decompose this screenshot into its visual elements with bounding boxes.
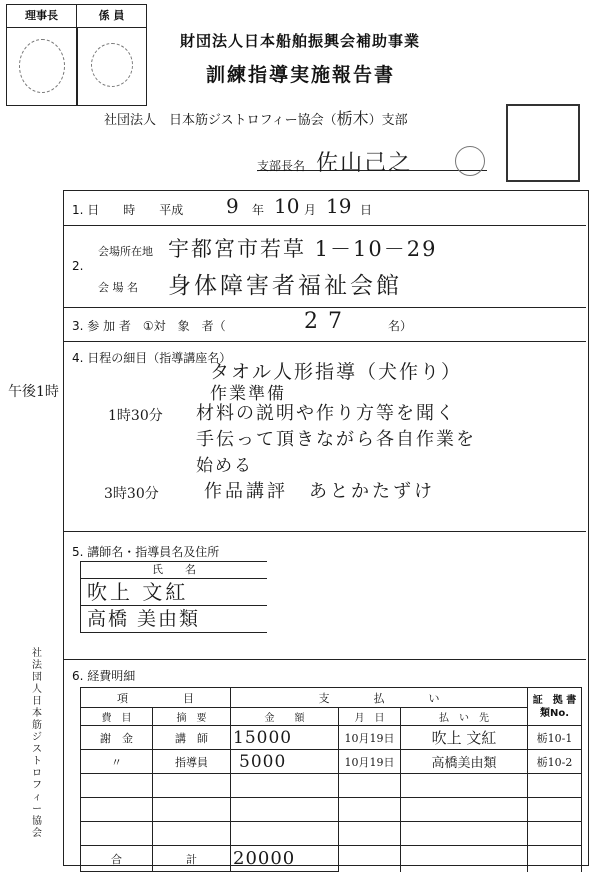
name-column-header: 氏 名 xyxy=(81,562,267,579)
subheader-cell: 払 い 先 xyxy=(401,708,528,726)
expense-total-row xyxy=(81,846,582,872)
date-year-unit: 年 xyxy=(252,203,265,217)
row-amount: 5000 xyxy=(231,750,339,774)
expense-row xyxy=(81,750,582,774)
director-seal-icon xyxy=(19,39,65,93)
staff-seal-icon xyxy=(91,43,133,87)
section-participants xyxy=(64,307,586,342)
chief-line xyxy=(257,146,487,176)
total-empty xyxy=(528,846,582,872)
date-day-unit: 日 xyxy=(360,203,373,217)
row-amount xyxy=(231,774,339,798)
subheader-cell: 金 額 xyxy=(231,708,339,726)
schedule-label: 4. 日程の細目（指導講座名） xyxy=(72,351,232,365)
row-category xyxy=(81,774,153,798)
proof-header: 証 拠 書類No. xyxy=(528,688,582,726)
expense-table xyxy=(80,687,582,872)
date-month: 10 xyxy=(274,194,300,218)
row-category xyxy=(81,822,153,846)
schedule-time: 1時30分 xyxy=(108,408,163,424)
expense-subheader-row xyxy=(81,708,582,726)
schedule-text: 作業準備 xyxy=(210,384,286,404)
row-date xyxy=(339,774,401,798)
row-date xyxy=(339,798,401,822)
row-proof xyxy=(528,822,582,846)
subheader-cell: 費 目 xyxy=(81,708,153,726)
instructor-name: 高橋 美由類 xyxy=(87,608,201,630)
row-description: 講 師 xyxy=(153,726,231,750)
date-label: 1. 日 時 平成 xyxy=(72,203,184,217)
venue-num: 2. xyxy=(72,259,84,273)
total-empty xyxy=(339,846,401,872)
org-title: 財団法人日本船舶振興会補助事業 xyxy=(180,32,421,50)
row-description: 指導員 xyxy=(153,750,231,774)
row-description xyxy=(153,822,231,846)
section-venue xyxy=(64,225,586,308)
row-amount xyxy=(231,822,339,846)
schedule-time: 3時30分 xyxy=(104,486,159,502)
total-empty xyxy=(401,846,528,872)
participants-count: 27 xyxy=(304,309,352,334)
side-org-label: 社法団人日本筋ジストロフィー協会 xyxy=(32,648,42,839)
branch-stamp xyxy=(506,104,580,182)
branch-prefix: 社団法人 日本筋ジストロフィー協会（ xyxy=(104,113,337,128)
course-name: タオル人形指導（犬作り） xyxy=(210,361,463,383)
payment-header: 支 払 い xyxy=(231,688,528,708)
subheader-cell: 月 日 xyxy=(339,708,401,726)
item-header: 項 目 xyxy=(81,688,231,708)
expense-header-row xyxy=(81,688,582,708)
chief-seal-icon xyxy=(455,146,485,176)
row-proof xyxy=(528,774,582,798)
total-amount: 20000 xyxy=(231,846,339,872)
row-payee: 高橋美由類 xyxy=(401,750,528,774)
expense-row xyxy=(81,726,582,750)
instructors-label: 5. 講師名・指導員名及住所 xyxy=(72,545,220,559)
approval-box xyxy=(6,4,147,106)
total-label-1: 合 xyxy=(81,846,153,872)
expenses-label: 6. 経費明細 xyxy=(72,669,136,683)
report-title: 訓練指導実施報告書 xyxy=(206,64,396,86)
row-date: 10月19日 xyxy=(339,726,401,750)
date-year: 9 xyxy=(226,194,239,218)
row-payee xyxy=(401,822,528,846)
section-schedule xyxy=(8,341,586,532)
director-label: 理事長 xyxy=(7,5,77,28)
row-date: 10月19日 xyxy=(339,750,401,774)
row-amount xyxy=(231,798,339,822)
row-payee xyxy=(401,774,528,798)
schedule-text: 材料の説明や作り方等を聞く xyxy=(196,403,456,424)
location-value: 宇都宮市若草 1－10－29 xyxy=(168,237,438,261)
schedule-text: 作品講評 あとかたずけ xyxy=(204,481,435,502)
row-proof: 栃10-2 xyxy=(528,750,582,774)
schedule-time: 午後1時 xyxy=(8,384,59,400)
row-category: 〃 xyxy=(81,750,153,774)
row-description xyxy=(153,798,231,822)
section-expenses xyxy=(64,659,586,869)
instructor-name: 吹上 文紅 xyxy=(81,579,267,606)
row-proof: 栃10-1 xyxy=(528,726,582,750)
section-date xyxy=(64,191,586,226)
venue-value: 身体障害者福祉会館 xyxy=(168,273,402,299)
row-proof xyxy=(528,798,582,822)
section-instructors xyxy=(64,531,586,660)
row-date xyxy=(339,822,401,846)
schedule-text: 始める xyxy=(196,456,253,476)
row-category: 謝 金 xyxy=(81,726,153,750)
schedule-text: 手伝って頂きながら各自作業を xyxy=(196,429,476,450)
branch-line xyxy=(104,106,408,129)
branch-name: 栃木 xyxy=(336,109,369,128)
branch-suffix: ）支部 xyxy=(368,113,408,128)
date-day: 19 xyxy=(326,194,352,218)
subheader-cell: 摘 要 xyxy=(153,708,231,726)
chief-label: 支部長名 xyxy=(257,159,306,173)
expense-row xyxy=(81,774,582,798)
venue-label: 会 場 名 xyxy=(98,281,138,294)
instructor-name-table xyxy=(80,561,267,633)
chief-name: 佐山己之 xyxy=(316,151,413,176)
date-month-unit: 月 xyxy=(304,203,317,217)
row-amount: 15000 xyxy=(231,726,339,750)
participants-label: 3. 参 加 者 ①対 象 者（ xyxy=(72,319,226,333)
expense-row xyxy=(81,822,582,846)
row-payee: 吹上 文紅 xyxy=(401,726,528,750)
row-description xyxy=(153,774,231,798)
total-label-2: 計 xyxy=(153,846,231,872)
row-category xyxy=(81,798,153,822)
participants-suffix: 名） xyxy=(388,319,413,333)
staff-label: 係 員 xyxy=(77,5,146,28)
location-label: 会場所在地 xyxy=(98,245,153,258)
expense-row xyxy=(81,798,582,822)
row-payee xyxy=(401,798,528,822)
